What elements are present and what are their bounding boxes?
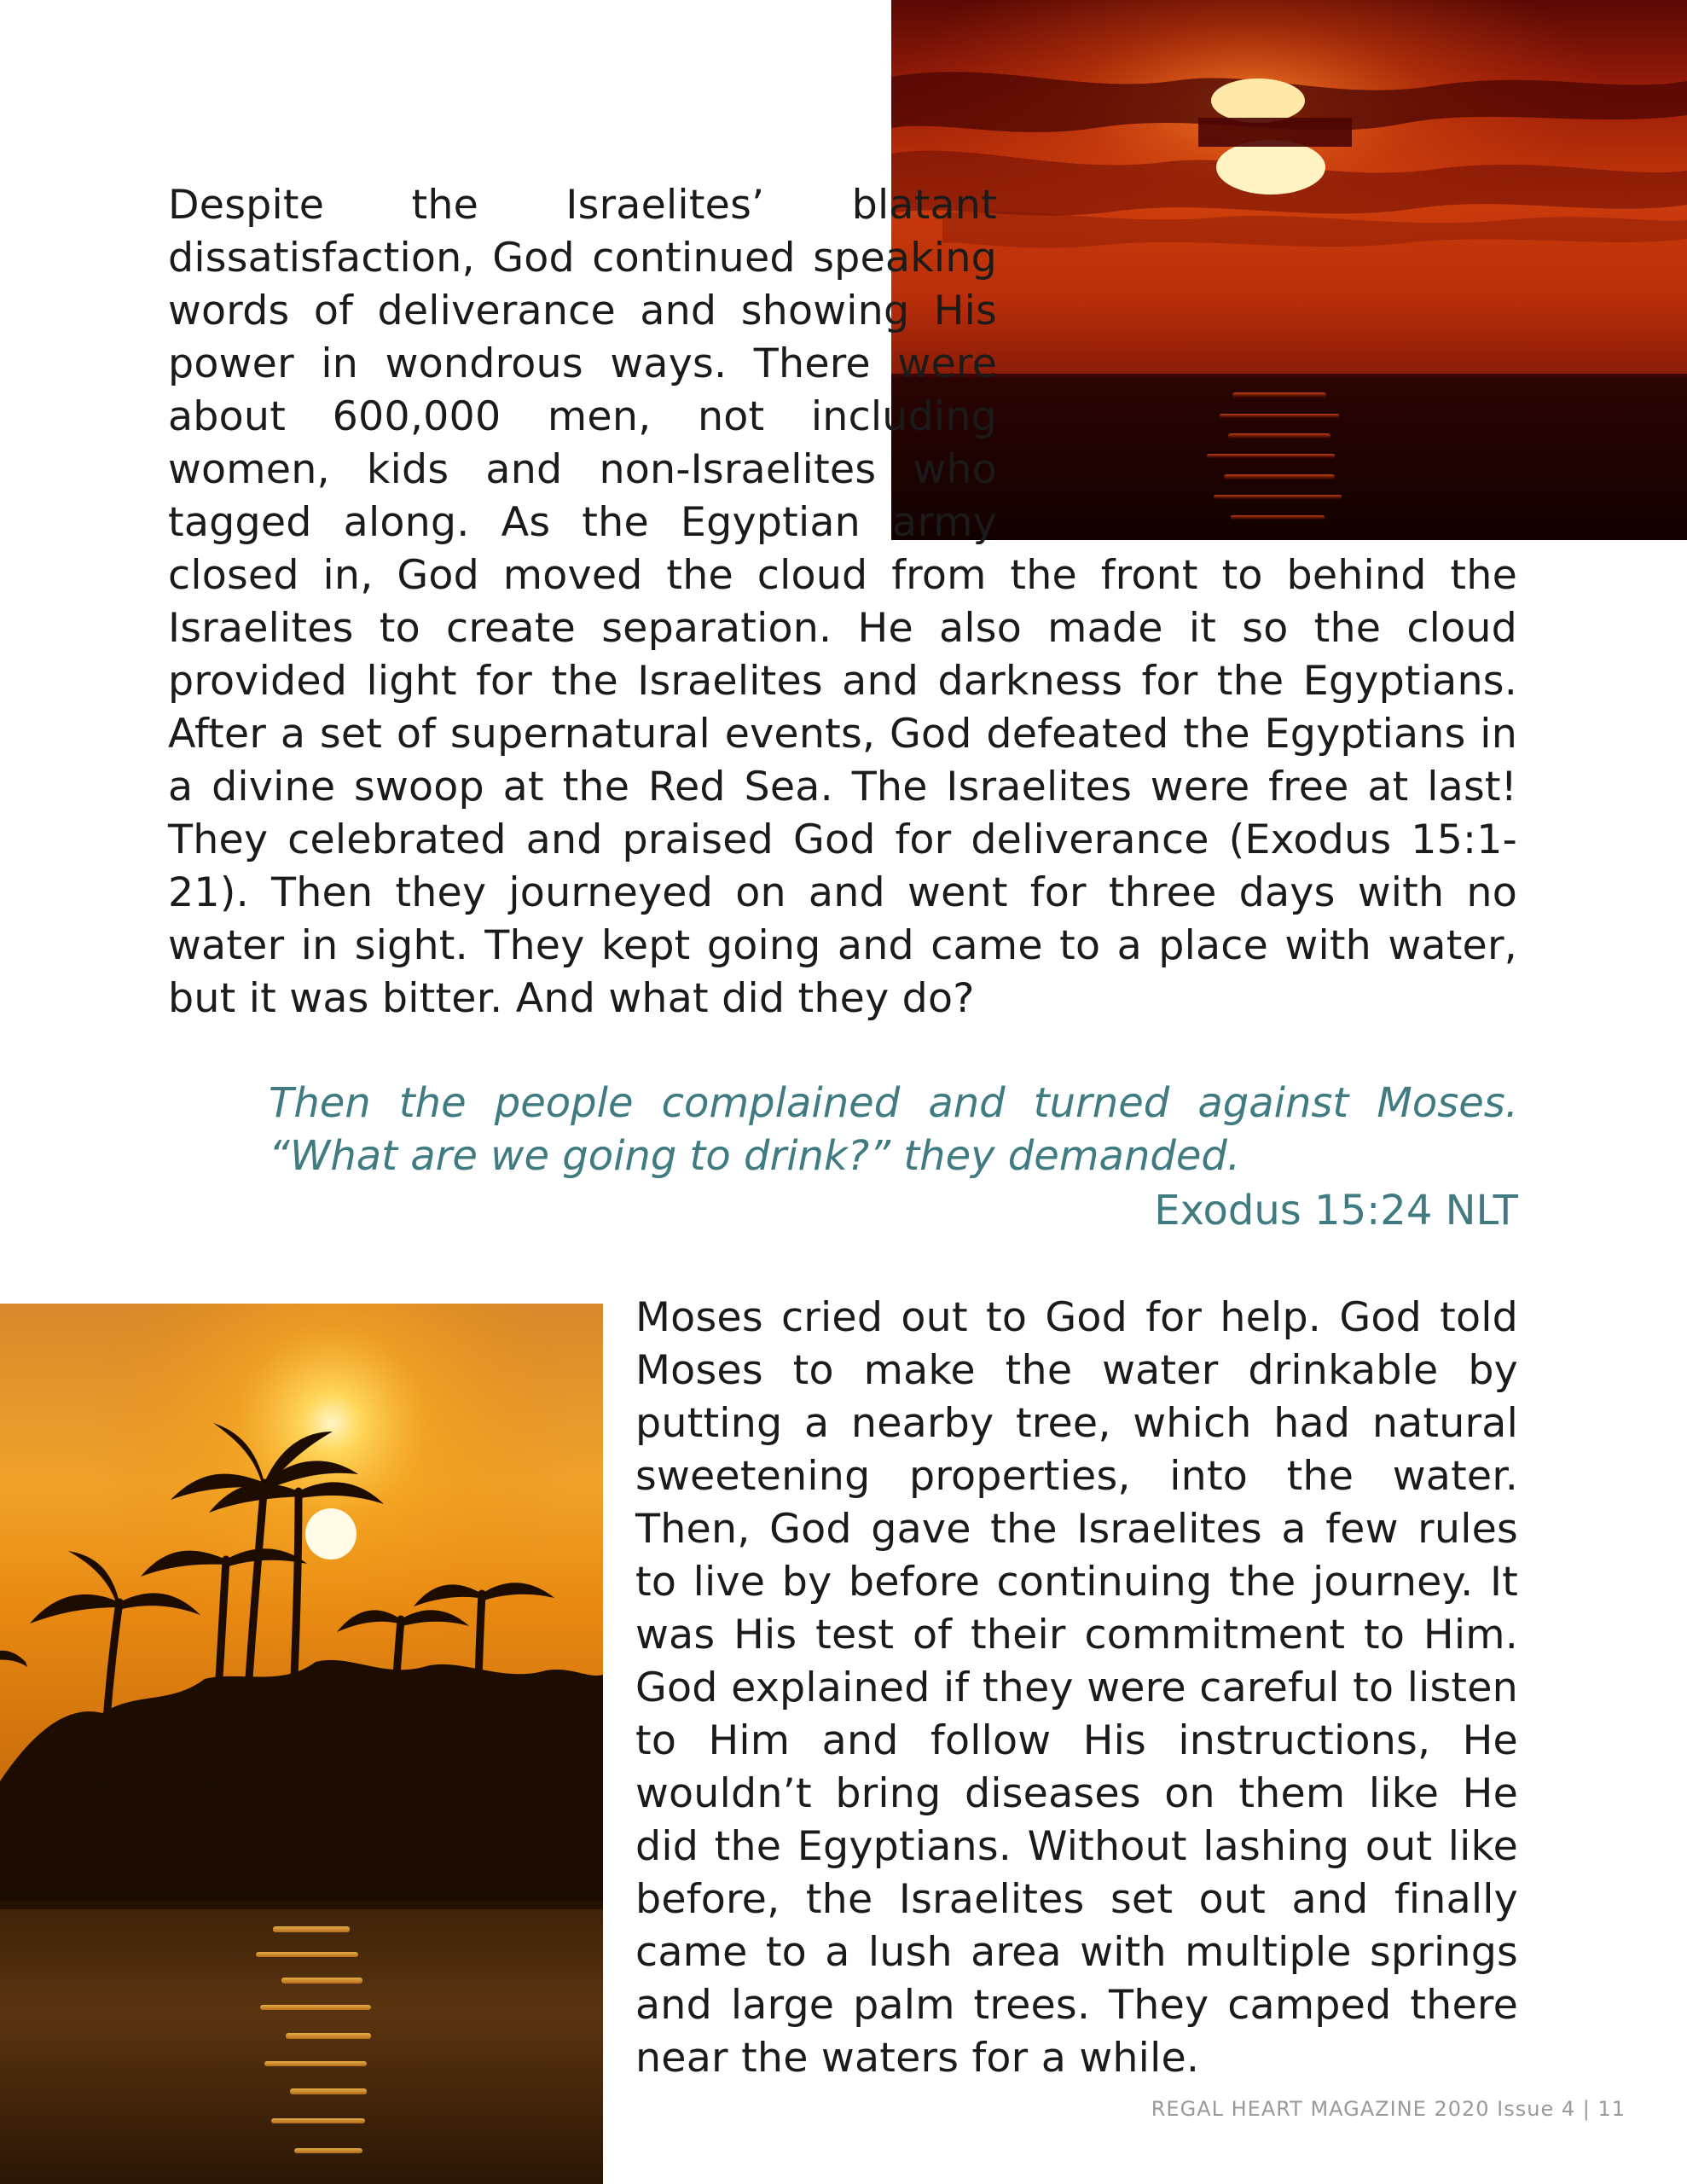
scripture-reference: Exodus 15:24 NLT — [1154, 1187, 1518, 1234]
article-paragraph-1-container — [168, 179, 1517, 1025]
article-paragraph-1: Despite the Israelites’ blatant dissatisfaction, God continued speaking words of deliverance and showing His power in wondrous ways. There were about 600,000 men, not including women, kids and non-Israelites who tagged along. As the Egyptian army closed in, God moved the cloud from the front to behind the Israelites to create separation. He also made it so the cloud provided light for the Israelites and darkness for the Egyptians. After a set of supernatural events, God defeated the Egyptians in a divine swoop at the Red Sea. The Israelites were free at last! They celebrated and praised God for deliverance (Exodus 15:1-21). Then they journeyed on and went for three days with no water in sight. They kept going and came to a place with water, but it was bitter. And what did they do? — [168, 182, 1517, 1022]
article-paragraph-2: Moses cried out to God for help. God told Moses to make the water drinkable by putting a nearby tree, which had natural sweetening properties, into the water. Then, God gave the Israelites a few rules to live by before continuing the journey. It was His test of their commitment to Him. God explained if they were careful to listen to Him and follow His instructions, He wouldn’t bring diseases on them like He did the Egyptians. Without lashing out like before, the Israelites set out and finally came to a lush area with multiple springs and large palm trees. They camped there near the waters for a while. — [635, 1294, 1518, 2082]
image-wrap-spacer — [1006, 179, 1517, 542]
palm-trees-sunset-photo — [0, 1304, 603, 2184]
page-footer: REGAL HEART MAGAZINE 2020 Issue 4 | 11 — [1151, 2097, 1626, 2121]
scripture-quote: Then the people complained and turned against Moses. “What are we going to drink?” they demanded. — [269, 1079, 1518, 1180]
